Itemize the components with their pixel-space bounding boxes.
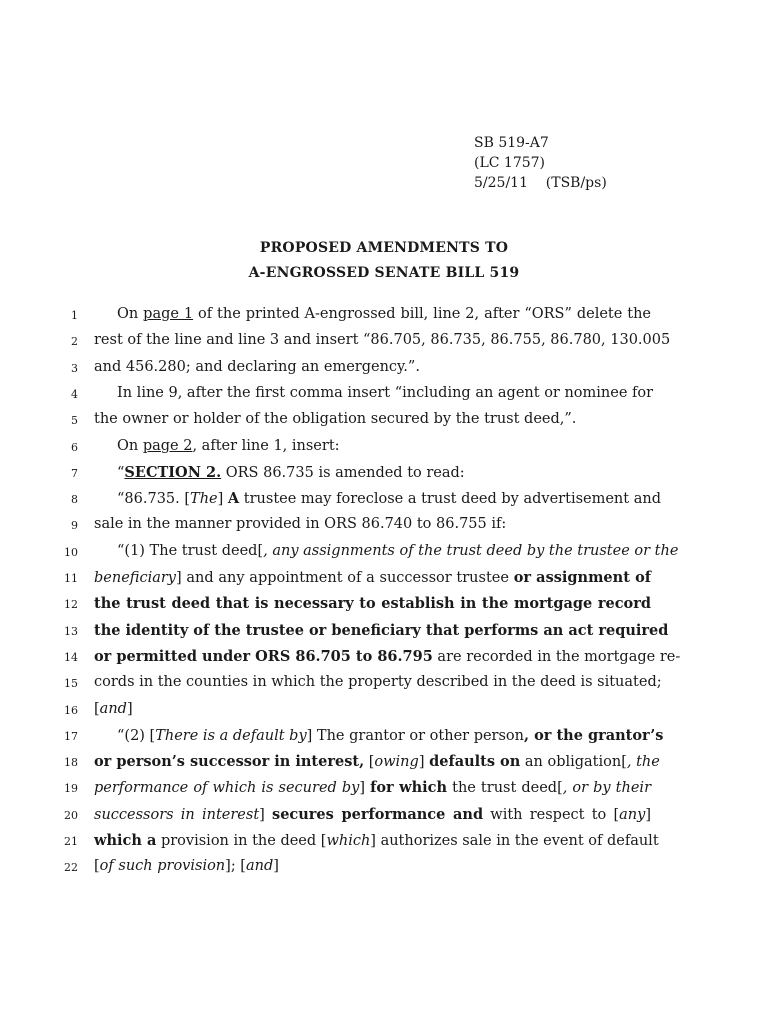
- text-segment: of such provision: [99, 858, 226, 874]
- text-line: [94, 832, 659, 849]
- bill-id: SB 519-A7: [474, 135, 549, 151]
- text-line: [94, 753, 660, 770]
- text-segment: ] The grantor or other person: [306, 728, 524, 744]
- text-segment: are recorded in the mortgage re-: [432, 649, 681, 665]
- text-line: [94, 622, 669, 639]
- text-segment: ]: [418, 754, 430, 770]
- date-line: 5/25/11 (TSB/ps): [474, 175, 607, 191]
- text-segment: SECTION 2.: [124, 464, 222, 481]
- text-segment: or person’s successor in interest,: [94, 753, 365, 770]
- line-number: 6: [71, 441, 78, 454]
- text-segment: page 2: [142, 438, 193, 454]
- text-segment: for which: [370, 779, 448, 796]
- text-line: [94, 516, 651, 532]
- text-segment: ]: [259, 807, 273, 823]
- text-line: [94, 806, 651, 823]
- line-number: 18: [64, 756, 78, 769]
- text-segment: [: [94, 701, 100, 717]
- text-segment: the trust deed[: [447, 780, 563, 796]
- text-line: [117, 385, 654, 401]
- text-segment: which: [326, 833, 371, 849]
- text-segment: ] and any appointment of a successor trustee: [175, 570, 514, 586]
- text-segment: secures performance and: [272, 806, 484, 823]
- text-line: [117, 438, 651, 454]
- line-number: 1: [71, 309, 78, 322]
- text-line: [117, 306, 651, 322]
- text-line: [94, 701, 651, 717]
- text-segment: any: [619, 807, 646, 823]
- text-line: [94, 359, 651, 375]
- text-segment: , the: [626, 754, 660, 770]
- text-segment: and: [99, 701, 127, 717]
- text-segment: In line 9, after the first comma insert “including an agent or nominee for: [117, 385, 654, 401]
- text-line: [94, 569, 651, 586]
- text-segment: successors in interest: [94, 807, 260, 823]
- text-segment: ]: [126, 701, 133, 717]
- line-number: 12: [64, 598, 78, 611]
- text-segment: and: [245, 858, 274, 874]
- text-segment: provision in the deed [: [156, 833, 327, 849]
- text-segment: sale in the manner provided in ORS 86.740 to 86.755 if:: [94, 516, 507, 532]
- text-segment: ]: [645, 807, 651, 823]
- text-segment: ]; [: [225, 858, 246, 874]
- text-line: [117, 490, 661, 507]
- lc-number: (LC 1757): [474, 155, 546, 171]
- text-segment: “(1) The trust deed[: [117, 543, 264, 559]
- line-number: 9: [71, 519, 78, 532]
- text-line: [94, 595, 651, 612]
- text-segment: or assignment of: [513, 569, 651, 586]
- line-number: 19: [64, 782, 78, 795]
- text-segment: page 1: [143, 306, 194, 322]
- line-number: 5: [71, 414, 78, 427]
- text-segment: [: [94, 858, 100, 874]
- line-number: 20: [64, 809, 78, 822]
- text-line: [94, 648, 681, 665]
- text-segment: the trust deed that is necessary to establish in the mortgage record: [94, 595, 651, 612]
- text-segment: defaults on: [429, 753, 521, 770]
- text-line: [94, 332, 671, 348]
- line-number: 11: [64, 572, 78, 585]
- line-number: 2: [71, 335, 78, 348]
- text-segment: trustee may foreclose a trust deed by advertisement and: [239, 491, 661, 507]
- text-segment: ] authorizes sale in the event of default: [370, 833, 659, 849]
- text-segment: “86.735. [: [117, 491, 191, 507]
- text-segment: beneficiary: [94, 570, 176, 586]
- text-line: [94, 411, 651, 427]
- title-line-2: A-ENGROSSED SENATE BILL 519: [248, 265, 520, 281]
- line-number: 16: [64, 704, 78, 717]
- text-segment: ]: [217, 491, 228, 507]
- text-segment: owing: [374, 754, 419, 770]
- line-number: 13: [64, 625, 78, 638]
- text-segment: or permitted under ORS 86.705 to 86.795: [94, 648, 433, 665]
- line-number: 10: [64, 546, 78, 559]
- text-segment: The: [190, 491, 218, 507]
- text-segment: an obligation[: [520, 754, 627, 770]
- text-segment: with respect to [: [483, 807, 620, 823]
- text-segment: [: [364, 754, 375, 770]
- title-line-1: PROPOSED AMENDMENTS TO: [259, 240, 509, 256]
- text-segment: There is a default by: [155, 728, 307, 744]
- text-segment: On: [117, 306, 144, 322]
- line-number: 17: [64, 730, 78, 743]
- text-segment: cords in the counties in which the property described in the deed is situated;: [94, 674, 662, 690]
- line-number: 3: [71, 362, 78, 375]
- text-segment: and 456.280; and declaring an emergency.”.: [94, 359, 420, 375]
- text-segment: , or the grantor’s: [524, 727, 664, 744]
- text-line: [94, 674, 662, 690]
- text-segment: ]: [359, 780, 371, 796]
- line-number: 14: [64, 651, 78, 664]
- text-segment: rest of the line and line 3 and insert “86.705, 86.735, 86.755, 86.780, 130.005: [94, 332, 671, 348]
- text-segment: “: [117, 465, 125, 481]
- line-number: 21: [64, 835, 78, 848]
- line-number: 7: [71, 467, 78, 480]
- line-number: 8: [71, 493, 78, 506]
- text-segment: which a: [94, 832, 157, 849]
- text-segment: the owner or holder of the obligation secured by the trust deed,”.: [94, 411, 577, 427]
- text-line: [117, 543, 679, 559]
- text-segment: the identity of the trustee or beneficiary that performs an act required: [94, 622, 669, 639]
- text-line: [94, 779, 651, 796]
- text-segment: , any assignments of the trust deed by the trustee or the: [263, 543, 679, 559]
- text-segment: , after line 1, insert:: [192, 438, 340, 454]
- text-segment: , or by their: [562, 780, 651, 796]
- line-number: 15: [64, 677, 78, 690]
- text-segment: A: [227, 490, 240, 507]
- text-segment: “(2) [: [117, 728, 156, 744]
- text-segment: ]: [273, 858, 279, 874]
- text-segment: ORS 86.735 is amended to read:: [221, 465, 465, 481]
- line-number: 22: [64, 861, 78, 874]
- text-line: [94, 858, 651, 874]
- text-line: [117, 464, 651, 481]
- text-line: [117, 727, 664, 744]
- text-segment: of the printed A-engrossed bill, line 2, after “ORS” delete the: [193, 306, 651, 322]
- line-number: 4: [71, 388, 78, 401]
- text-segment: On: [117, 438, 143, 454]
- text-segment: performance of which is secured by: [94, 780, 360, 796]
